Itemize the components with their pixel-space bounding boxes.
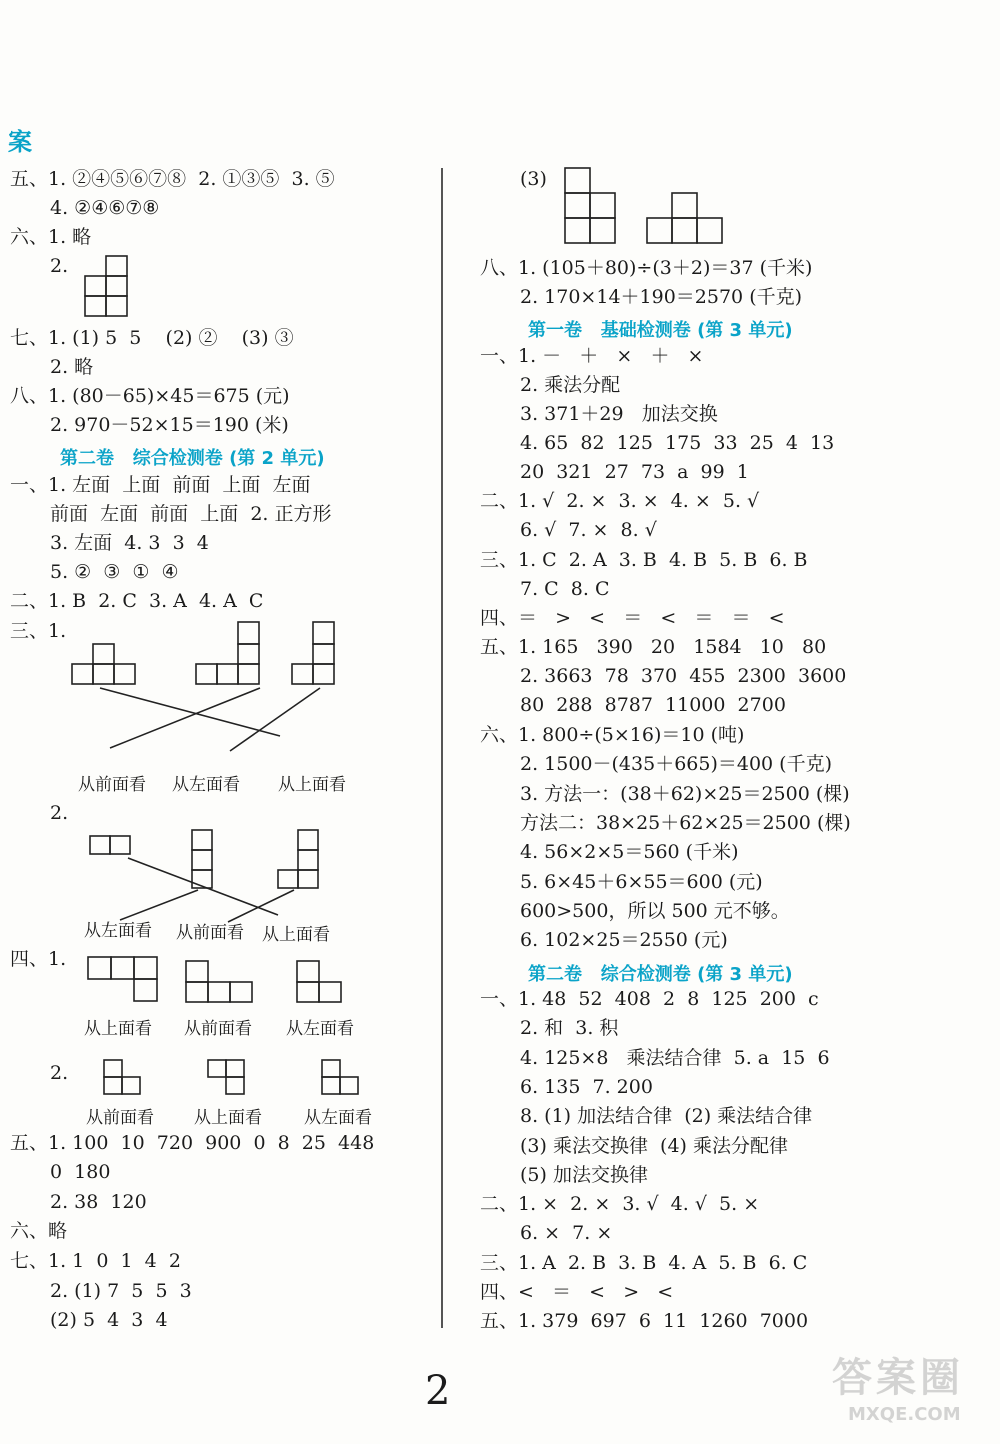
answer-line: 6. √ 7. × 8. √ xyxy=(520,519,657,541)
answer-line: 四、＝ > < ＝ < ＝ ＝ < xyxy=(480,607,785,629)
answer-line: 2. 和 3. 积 xyxy=(520,1017,619,1039)
view-caption: 从上面看 xyxy=(194,1108,262,1128)
answer-line: 八、1. (80－65)×45＝675 (元) xyxy=(10,385,290,407)
cube-figure xyxy=(84,254,130,318)
answer-line: (3) xyxy=(520,168,547,190)
answer-line: 20 321 27 73 a 99 1 xyxy=(520,461,749,483)
answer-line: (2) 5 4 3 4 xyxy=(50,1309,168,1331)
answer-line: 4. ②④⑥⑦⑧ xyxy=(50,197,160,219)
answer-line: 三、1. C 2. A 3. B 4. B 5. B 6. B xyxy=(480,549,808,571)
view-caption: 从上面看 xyxy=(278,775,346,795)
view-caption: 从前面看 xyxy=(86,1108,154,1128)
view-caption: 从上面看 xyxy=(84,1019,152,1039)
answer-line: 六、1. 略 xyxy=(10,226,92,248)
answer-line: 3. 方法一：(38＋62)×25＝2500 (棵) xyxy=(520,783,850,805)
answer-line: 6. 102×25＝2550 (元) xyxy=(520,929,728,951)
page-number: 2 xyxy=(425,1368,451,1414)
answer-line: 五、1. ②④⑤⑥⑦⑧ 2. ①③⑤ 3. ⑤ xyxy=(10,168,335,190)
view-figure xyxy=(100,1058,370,1098)
answer-line: 一、1. 左面 上面 前面 上面 左面 xyxy=(10,474,311,496)
answer-line: 600>500，所以 500 元不够。 xyxy=(520,900,790,922)
answer-line: 4. 56×2×5＝560 (千米) xyxy=(520,841,739,863)
answer-line: 三、1. A 2. B 3. B 4. A 5. B 6. C xyxy=(480,1252,808,1274)
answer-line: 4. 125×8 乘法结合律 5. a 15 6 xyxy=(520,1047,830,1069)
answer-line: 四、< ＝ < > < xyxy=(480,1281,674,1303)
view-caption: 从左面看 xyxy=(172,775,240,795)
view-matching-figure xyxy=(70,618,370,763)
answer-line: 一、1. － ＋ × ＋ × xyxy=(480,345,704,367)
view-caption: 从前面看 xyxy=(176,923,244,943)
answer-line: 8. (1) 加法结合律 (2) 乘法结合律 xyxy=(520,1105,813,1127)
answer-line: 七、1. 1 0 1 4 2 xyxy=(10,1250,181,1272)
cube-figure xyxy=(562,166,732,246)
answer-line: 2. 3663 78 370 455 2300 3600 xyxy=(520,665,847,687)
answer-line: 4. 65 82 125 175 33 25 4 13 xyxy=(520,432,835,454)
answer-line: 七、1. (1) 5 5 (2) ② (3) ③ xyxy=(10,327,294,349)
answer-line: 2. 1500－(435＋665)＝400 (千克) xyxy=(520,753,833,775)
answer-line: 3. 371＋29 加法交换 xyxy=(520,403,718,425)
view-caption: 从上面看 xyxy=(262,925,330,945)
answer-line: 二、1. × 2. × 3. √ 4. √ 5. × xyxy=(480,1193,760,1215)
answer-line: 八、1. (105＋80)÷(3＋2)＝37 (千米) xyxy=(480,257,813,279)
answer-line: 2. 略 xyxy=(50,356,94,378)
answer-line: 2. xyxy=(50,1062,69,1084)
answer-line: 五、1. 165 390 20 1584 10 80 xyxy=(480,636,827,658)
answer-line: 3. 左面 4. 3 3 4 xyxy=(50,532,209,554)
answer-line: 六、略 xyxy=(10,1220,68,1242)
answer-line: (5) 加法交换律 xyxy=(520,1164,648,1186)
answer-line: 0 180 xyxy=(50,1161,111,1183)
answer-line: 5. ② ③ ① ④ xyxy=(50,561,179,583)
view-caption: 从左面看 xyxy=(286,1019,354,1039)
view-figure xyxy=(86,955,356,1005)
answer-line: 6. 135 7. 200 xyxy=(520,1076,653,1098)
view-caption: 从左面看 xyxy=(304,1108,372,1128)
answer-line: 五、1. 379 697 6 11 1260 7000 xyxy=(480,1310,809,1332)
view-caption: 从左面看 xyxy=(84,921,152,941)
section-title: 第二卷 综合检测卷 (第 3 单元) xyxy=(528,964,793,985)
answer-line: 六、1. 800÷(5×16)＝10 (吨) xyxy=(480,724,745,746)
answer-line: 一、1. 48 52 408 2 8 125 200 c xyxy=(480,988,819,1010)
answer-line: 80 288 8787 11000 2700 xyxy=(520,694,786,716)
answer-line: 5. 6×45＋6×55＝600 (元) xyxy=(520,871,763,893)
answer-line: 二、1. B 2. C 3. A 4. A C xyxy=(10,590,264,612)
answer-line: 2. xyxy=(50,802,69,824)
column-divider xyxy=(441,168,443,1328)
answer-line: 2. 乘法分配 xyxy=(520,374,621,396)
watermark-url: MXQE.COM xyxy=(848,1404,961,1425)
answer-line: (3) 乘法交换律 (4) 乘法分配律 xyxy=(520,1135,788,1157)
answer-line: 2. (1) 7 5 5 3 xyxy=(50,1280,192,1302)
view-caption: 从前面看 xyxy=(78,775,146,795)
answer-line: 二、1. √ 2. × 3. × 4. × 5. √ xyxy=(480,490,760,512)
answer-line: 四、1. xyxy=(10,948,67,970)
view-matching-figure xyxy=(80,828,340,923)
answer-line: 7. C 8. C xyxy=(520,578,610,600)
answer-line: 三、1. xyxy=(10,620,67,642)
answer-line: 2. 970－52×15＝190 (米) xyxy=(50,414,289,436)
watermark-logo xyxy=(832,1346,992,1436)
answer-line: 五、1. 100 10 720 900 0 8 25 448 xyxy=(10,1132,375,1154)
answer-line: 方法二：38×25＋62×25＝2500 (棵) xyxy=(520,812,851,834)
view-caption: 从前面看 xyxy=(184,1019,252,1039)
answer-line: 2. 170×14＋190＝2570 (千克) xyxy=(520,286,803,308)
watermark-main: 答案圈 xyxy=(832,1355,964,1401)
answer-line: 2. xyxy=(50,255,69,277)
answer-line: 2. 38 120 xyxy=(50,1191,147,1213)
header-mark: 案 xyxy=(8,128,32,156)
section-title: 第二卷 综合检测卷 (第 2 单元) xyxy=(60,448,325,469)
answer-line: 6. × 7. × xyxy=(520,1222,613,1244)
section-title: 第一卷 基础检测卷 (第 3 单元) xyxy=(528,320,793,341)
answer-line: 前面 左面 前面 上面 2. 正方形 xyxy=(50,503,332,525)
